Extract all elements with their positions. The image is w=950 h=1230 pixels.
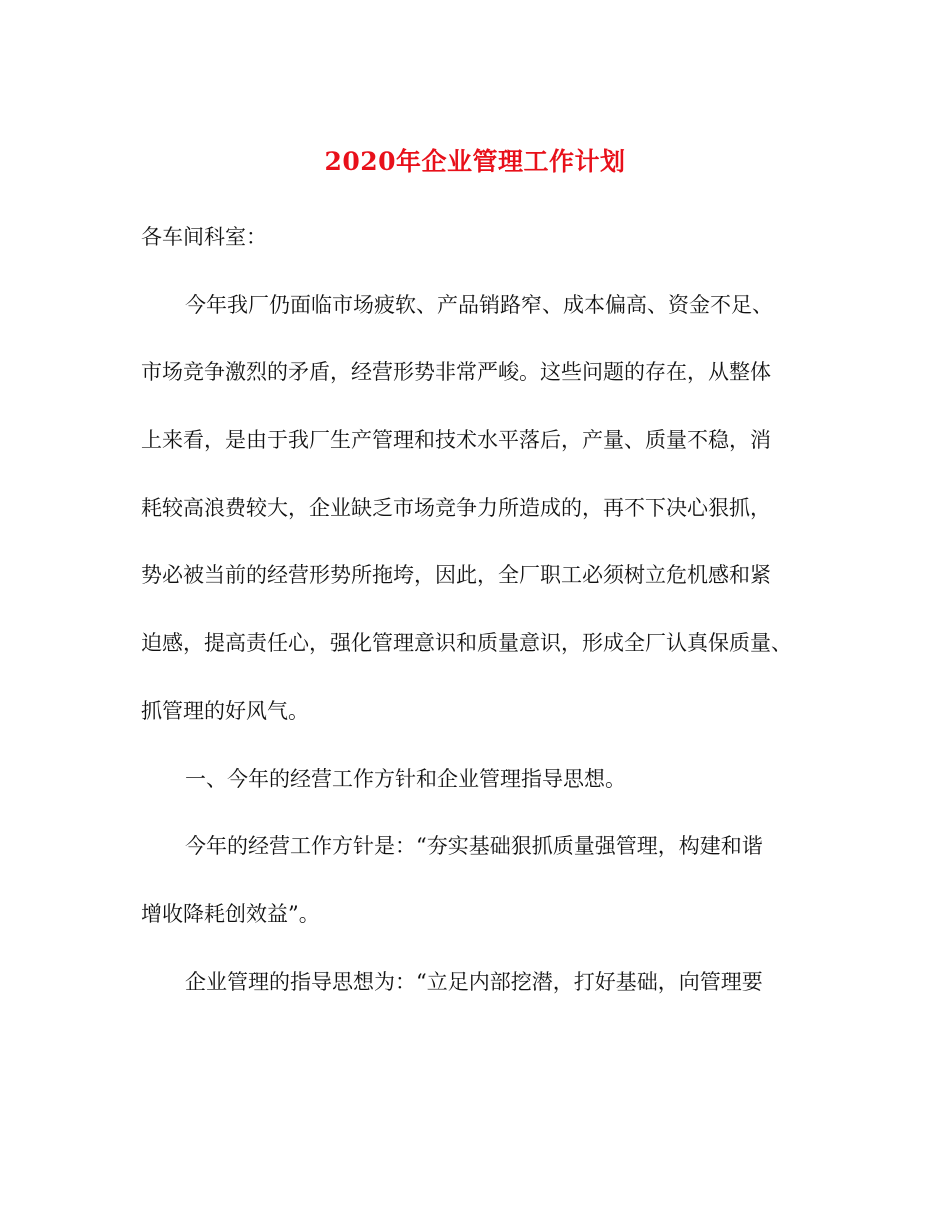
paragraph-line: 耗较高浪费较大，企业缺乏市场竞争力所造成的，再不下决心狠抓， bbox=[141, 495, 771, 520]
paragraph-line: 势必被当前的经营形势所拖垮，因此，全厂职工必须树立危机感和紧 bbox=[141, 563, 771, 588]
paragraph-line: 企业管理的指导思想为：“立足内部挖潜，打好基础，向管理要 bbox=[185, 969, 763, 994]
document-body bbox=[141, 204, 811, 1016]
paragraph-line: 上来看，是由于我厂生产管理和技术水平落后，产量、质量不稳，消 bbox=[141, 428, 771, 453]
paragraph-line: 迫感，提高责任心，强化管理意识和质量意识，形成全厂认真保质量、 bbox=[141, 631, 792, 656]
salutation-line: 各车间科室： bbox=[141, 225, 267, 249]
paragraph-line: 今年的经营工作方针是：“夯实基础狠抓质量强管理，构建和谐 bbox=[185, 834, 763, 859]
paragraph-line: 今年我厂仍面临市场疲软、产品销路窄、成本偏高、资金不足、 bbox=[185, 292, 773, 317]
paragraph-line: 增收降耗创效益”。 bbox=[141, 901, 320, 926]
document-title: 2020年企业管理工作计划 bbox=[324, 147, 626, 176]
paragraph-line: 抓管理的好风气。 bbox=[141, 698, 309, 723]
section-heading: 一、今年的经营工作方针和企业管理指导思想。 bbox=[185, 766, 626, 791]
paragraph-line: 市场竞争激烈的矛盾，经营形势非常严峻。这些问题的存在，从整体 bbox=[141, 360, 771, 385]
